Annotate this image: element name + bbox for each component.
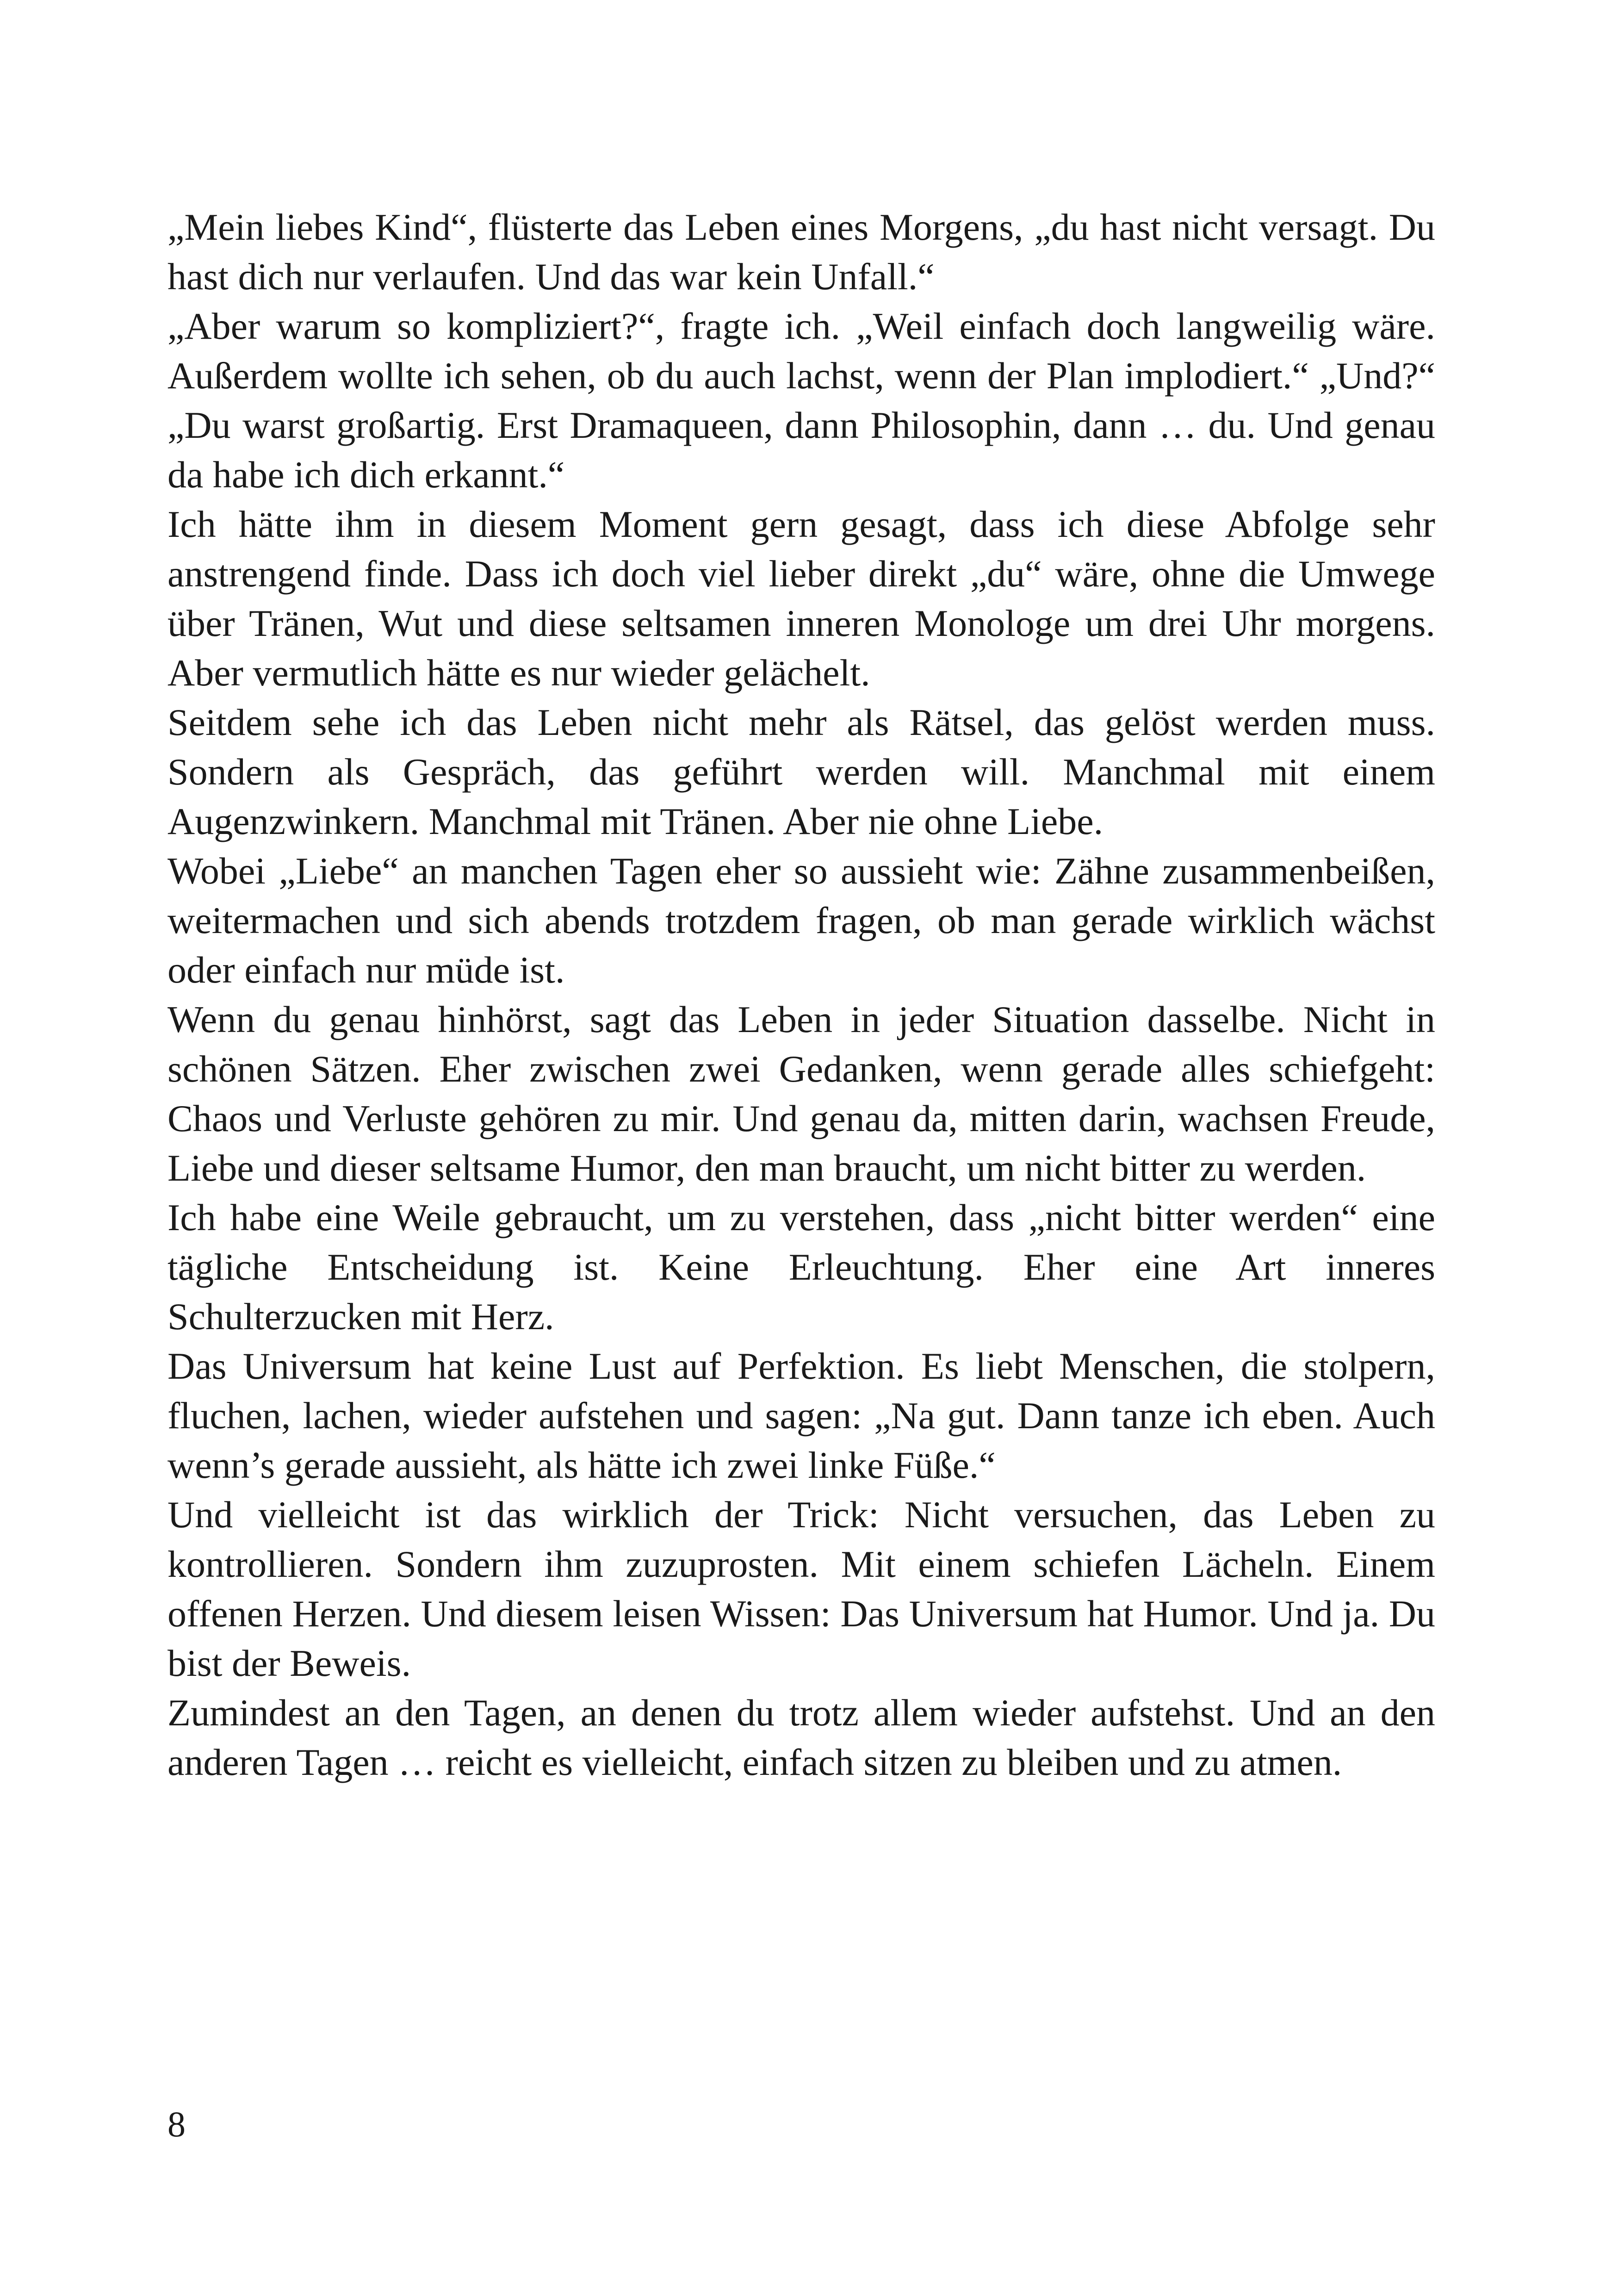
paragraph: Ich habe eine Weile gebraucht, um zu verstehen, dass „nicht bitter werden“ eine tägliche Entscheidung ist. Keine Erleuchtung. Eher eine Art inneres Schulterzucken mit Herz. [167, 1196, 1435, 1338]
paragraph: Wenn du genau hinhörst, sagt das Leben in jeder Situation dasselbe. Nicht in schönen Sätzen. Eher zwischen zwei Gedanken, wenn gerade alles schiefgeht: Chaos und Verluste gehören zu mir. Und genau da, mitten darin, wachsen Freude, Liebe und dieser seltsame Humor, den man braucht, um nicht bitter zu werden. [167, 998, 1435, 1189]
page-number: 8 [167, 2104, 186, 2144]
body-text [167, 202, 1435, 1787]
paragraph: Das Universum hat keine Lust auf Perfektion. Es liebt Menschen, die stolpern, fluchen, lachen, wieder aufstehen und sagen: „Na gut. Dann tanze ich eben. Auch wenn’s gerade aussieht, als hätte ich zwei linke Füße.“ [167, 1345, 1435, 1486]
paragraph: Und vielleicht ist das wirklich der Trick: Nicht versuchen, das Leben zu kontrollieren. Sondern ihm zuzuprosten. Mit einem schiefen Lächeln. Einem offenen Herzen. Und diesem leisen Wissen: Das Universum hat Humor. Und ja. Du bist der Beweis. [167, 1493, 1435, 1684]
paragraph: Ich hätte ihm in diesem Moment gern gesagt, dass ich diese Abfolge sehr anstrengend finde. Dass ich doch viel lieber direkt „du“ wäre, ohne die Umwege über Tränen, Wut und diese seltsamen inneren Monologe um drei Uhr morgens. Aber vermutlich hätte es nur wieder gelächelt. [167, 503, 1435, 694]
paragraph: Wobei „Liebe“ an manchen Tagen eher so aussieht wie: Zähne zusammenbeißen, weitermachen und sich abends trotzdem fragen, ob man gerade wirklich wächst oder einfach nur müde ist. [167, 850, 1435, 991]
paragraph: „Aber warum so kompliziert?“, fragte ich. „Weil einfach doch langweilig wäre. Außerdem wollte ich sehen, ob du auch lachst, wenn der Plan implodiert.“ „Und?“ „Du warst großartig. Erst Dramaqueen, dann Philosophin, dann … du. Und genau da habe ich dich erkannt.“ [167, 305, 1435, 496]
paragraph: Seitdem sehe ich das Leben nicht mehr als Rätsel, das gelöst werden muss. Sondern als Gespräch, das geführt werden will. Manchmal mit einem Augenzwinkern. Manchmal mit Tränen. Aber nie ohne Liebe. [167, 701, 1435, 842]
paragraph: Zumindest an den Tagen, an denen du trotz allem wieder aufstehst. Und an den anderen Tagen … reicht es vielleicht, einfach sitzen zu bleiben und zu atmen. [167, 1692, 1435, 1783]
paragraph: „Mein liebes Kind“, flüsterte das Leben eines Morgens, „du hast nicht versagt. Du hast dich nur verlaufen. Und das war kein Unfall.“ [167, 206, 1435, 298]
